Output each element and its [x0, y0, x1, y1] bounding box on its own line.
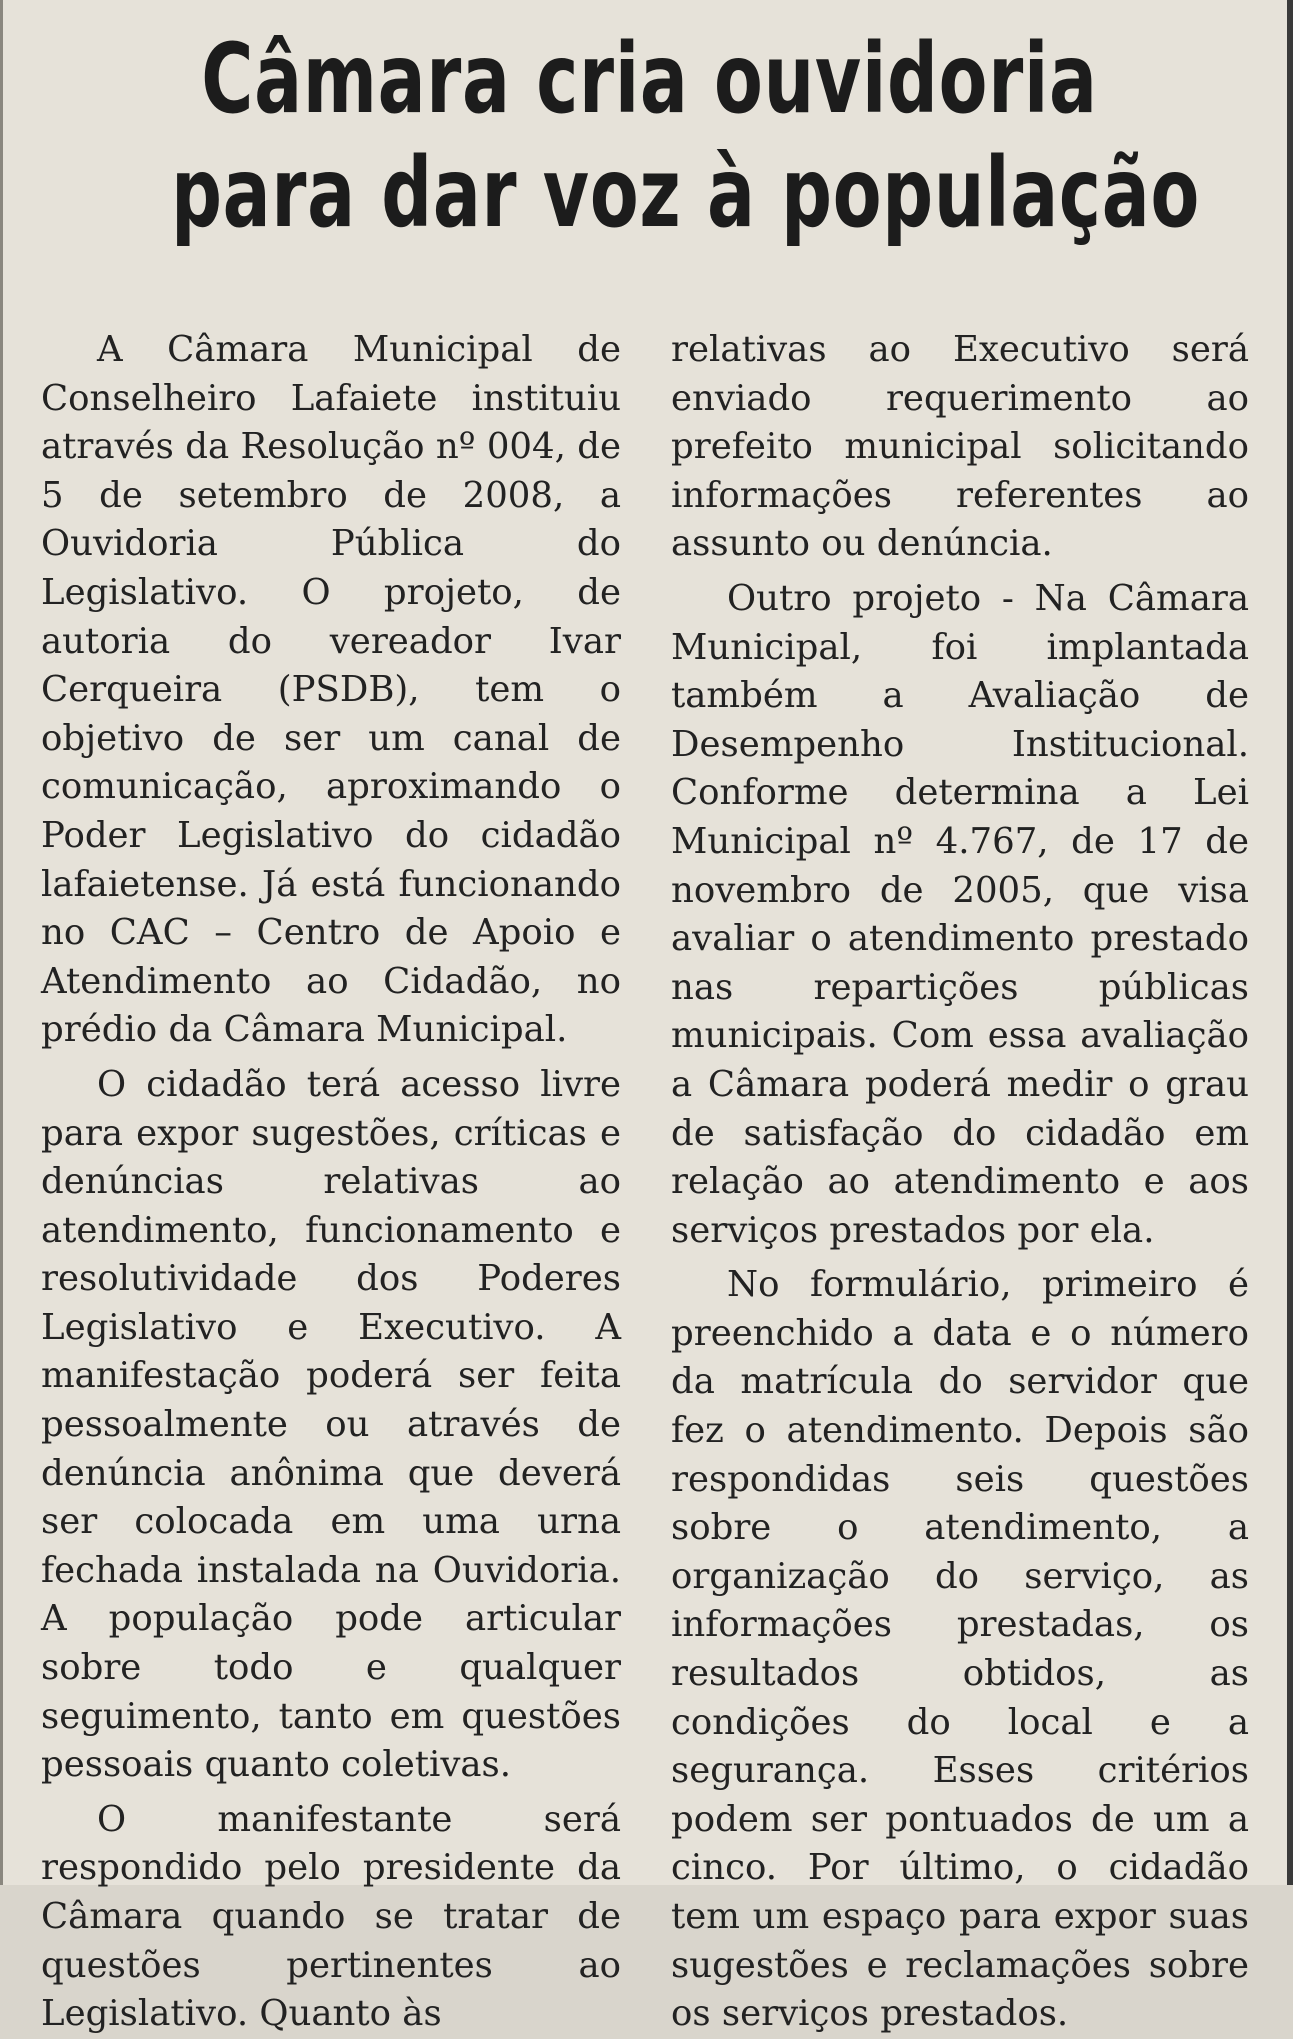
paragraph: O manifestante será respondido pelo presidente da Câmara quando se tratar de questões pertinentes ao Legislativo. Quanto às [41, 1798, 621, 2035]
paragraph: O cidadão terá acesso livre para expor sugestões, críticas e denúncias relativas ao atendimento, funcionamento e resolutividade dos Poderes Legislativo e Executivo. A manifestação poderá ser feita pessoalmente ou através de denúncia anônima que deverá ser colocada em uma urna fechada instalada na Ouvidoria. A população pode articular sobre todo e qualquer seguimento, tanto em questões pessoais quanto coletivas. [41, 1063, 621, 1786]
paragraph: relativas ao Executivo será enviado requerimento ao prefeito municipal solicitando informações referentes ao assunto ou denúncia. [671, 329, 1249, 565]
paragraph: A Câmara Municipal de Conselheiro Lafaiete instituiu através da Resolução nº 004, de 5 de setembro de 2008, a Ouvidoria Pública do Legislativo. O projeto, de autoria do vereador Ivar Cerqueira (PSDB), tem o objetivo de ser um canal de comunicação, aproximando o Poder Legislativo do cidadão lafaietense. Já está funcionando no CAC – Centro de Apoio e Atendimento ao Cidadão, no prédio da Câmara Municipal. [41, 329, 621, 1051]
paragraph: Outro projeto - Na Câmara Municipal, foi implantada também a Avaliação de Desempenho Institucional. Conforme determina a Lei Municipal nº 4.767, de 17 de novembro de 2005, que visa avaliar o atendimento prestado nas repartições públicas municipais. Com essa avaliação a Câmara poderá medir o grau de satisfação do cidadão em relação ao atendimento e aos serviços prestados por ela. [671, 577, 1249, 1251]
headline [171, 22, 1200, 250]
paragraph: No formulário, primeiro é preenchido a data e o número da matrícula do servidor que fez o atendimento. Depois são respondidas seis questões sobre o atendimento, a organização do serviço, as informações prestadas, os resultados obtidos, as condições do local e a segurança. Esses critérios podem ser pontuados de um a cinco. Por último, o cidadão tem um espaço para expor suas sugestões e reclamações sobre os serviços prestados. [671, 1264, 1249, 2035]
left-column [41, 326, 621, 2039]
right-column [671, 326, 1249, 2039]
headline-line-1: Câmara cria ouvidoria [201, 23, 1098, 135]
headline-line-2: para dar voz à população [171, 137, 1200, 249]
